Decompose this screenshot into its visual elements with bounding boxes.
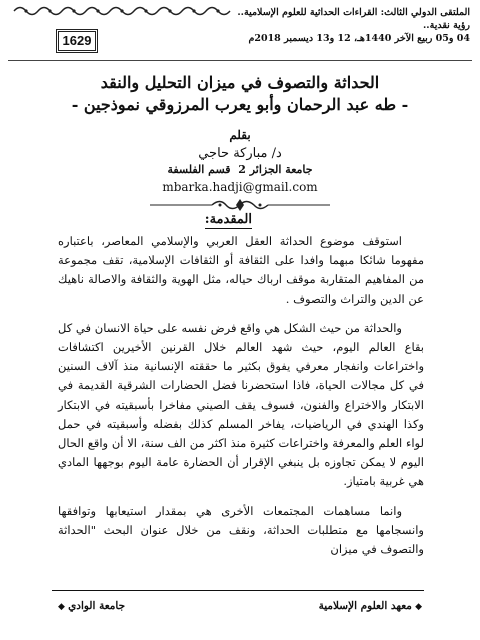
page-number: 1629 — [58, 31, 96, 51]
body-paragraph: وانما مساهمات المجتمعات الأخرى هي بمقدار استيعابها وتوافقها وانسجامها مع متطلبات الحداثة، ونقف من خلال عنوان البحث "الحداثة والتصوف في ميزان — [58, 503, 424, 557]
conference-title: الملتقى الدولي الثالث: القراءات الحداثية للعلوم الإسلامية.. رؤية نقدية.. — [237, 7, 470, 31]
footer-institute-label: معهد العلوم الإسلامية — [318, 600, 412, 612]
header-divider — [8, 60, 472, 61]
author-name: د/ مباركة حاجي — [198, 146, 282, 161]
section-divider-icon — [150, 197, 330, 213]
title-line-1: الحداثة والتصوف في ميزان التحليل والنقد — [100, 73, 380, 92]
conference-dates: 04 و05 ربيع الآخر 1440هـ، 12 و13 ديسمبر 2018م — [248, 33, 470, 44]
footer-institute — [319, 597, 422, 616]
body-paragraph: والحداثة من حيث الشكل هي واقع فرض نفسه على حياة الانسان في كل بقاع العالم اليوم، حيث شهد العالم خلال القرنين الأخيرين اكتشافات واختراعات وانفجار معرفي يفوق بكثير ما حققته الإنسانية منذ آلاف السنين في كل مجالات الحياة، فاذا استحضرنا فضل الحضارات الشرقية القديمة في الابتكار والاختراع والفنون، فسوف يقف الصيني مفاخرا بأسبقيته في الابتكار وكذا الهندي في الرياضيات، يفاخر المسلم كذلك بفضله وأسبقيته في حمل لواء العلم والمعرفة واختراعات كثيرة منذ اكثر من الف سنة، الا أن واقع الحال اليوم لا يمكن تجاوزه بل ينبغي الإقرار أن الحضارة عامة اليوم بوجهها المادي هي غربية بامتياز. — [58, 320, 424, 489]
footer-university — [58, 597, 125, 616]
body-paragraph: استوقف موضوع الحداثة العقل العربي والإسلامي المعاصر، باعتباره مفهوما شائكا مبهما وافدا على الثقافة أو الثقافات الإسلامية، تقف مجموعة من المفاهيم المتقاربة موقف ارباك حياله، مثل الهوية والثقافة والاصالة ناهيك عن الدين والتراث والتصوف . — [58, 234, 424, 306]
footer-divider — [52, 590, 424, 591]
article-title — [40, 72, 440, 116]
header-ornament-icon — [10, 2, 240, 20]
diamond-icon: ◆ — [58, 602, 69, 612]
title-line-2: - طه عبد الرحمان وأبو يعرب المرزوقي نموذجين - — [71, 95, 409, 114]
byline: بقلم — [229, 128, 251, 142]
conference-header — [230, 6, 470, 45]
page-footer — [58, 597, 422, 615]
author-email: mbarka.hadji@gmail.com — [162, 180, 318, 194]
footer-university-label: جامعة الوادي — [68, 600, 126, 612]
author-affiliation: جامعة الجزائر 2 قسم الفلسفة — [167, 163, 313, 176]
section-heading-introduction: المقدمة: — [204, 212, 252, 227]
article-body — [58, 232, 424, 569]
diamond-icon: ◆ — [411, 602, 422, 612]
